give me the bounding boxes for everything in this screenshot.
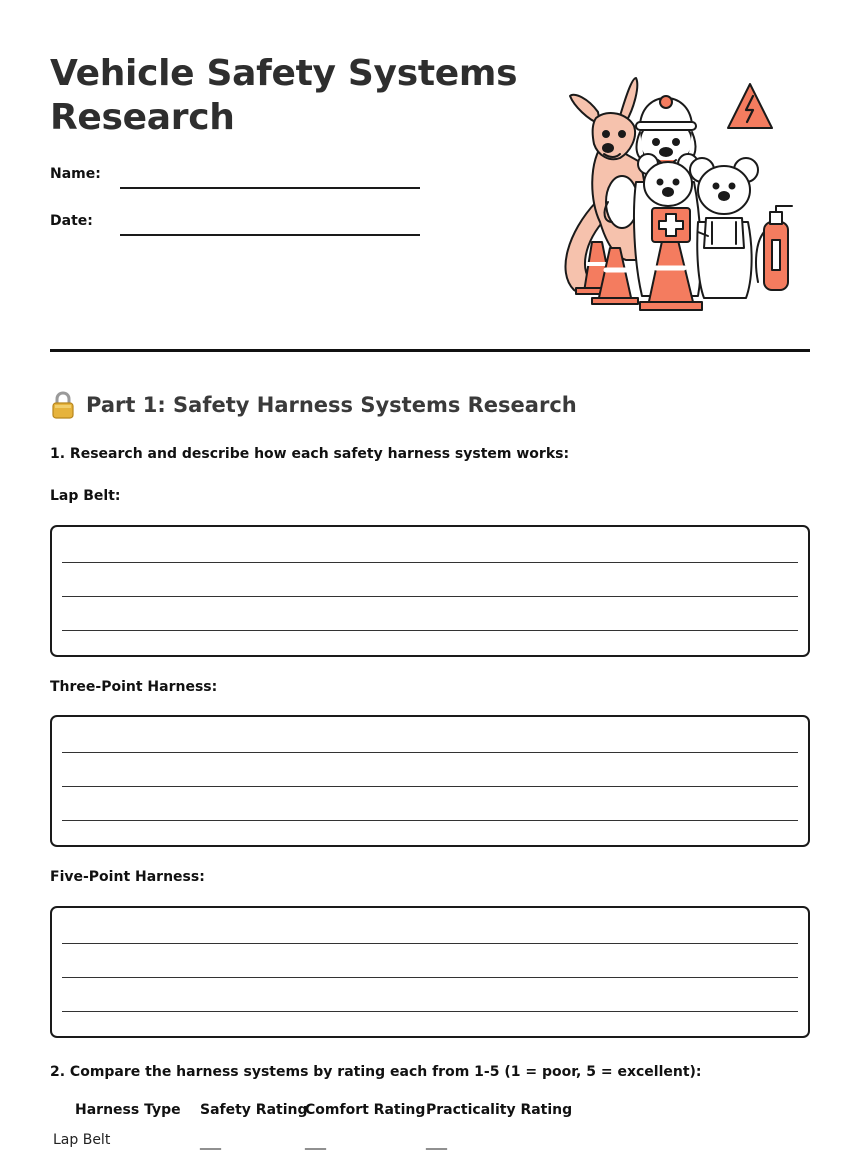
header-divider	[50, 349, 810, 352]
safety-rating-blank[interactable]: ___	[200, 1134, 221, 1150]
writing-line	[62, 977, 798, 978]
date-line[interactable]	[120, 234, 420, 236]
date-label: Date:	[50, 213, 93, 229]
writing-line	[62, 596, 798, 597]
header-comfort-rating: Comfort Rating	[305, 1102, 426, 1118]
three-point-harness-label: Three-Point Harness:	[50, 679, 218, 695]
header-practicality-rating: Practicality Rating	[426, 1102, 573, 1118]
writing-line	[62, 630, 798, 631]
lap-belt-label: Lap Belt:	[50, 488, 121, 504]
three-point-harness-answer-box[interactable]	[50, 715, 810, 847]
section-title: Part 1: Safety Harness Systems Research	[86, 393, 577, 417]
name-field[interactable]	[50, 163, 420, 193]
rating-row-lap-belt: Lap Belt	[53, 1132, 111, 1148]
five-point-harness-answer-box[interactable]	[50, 906, 810, 1038]
writing-line	[62, 562, 798, 563]
safety-mascots-illustration	[548, 72, 810, 316]
writing-line	[62, 786, 798, 787]
question-2: 2. Compare the harness systems by rating each from 1-5 (1 = poor, 5 = excellent):	[50, 1064, 702, 1080]
writing-line	[62, 1011, 798, 1012]
lap-belt-answer-box[interactable]	[50, 525, 810, 657]
practicality-rating-blank[interactable]: ___	[426, 1134, 447, 1150]
writing-line	[62, 943, 798, 944]
writing-line	[62, 820, 798, 821]
writing-line	[62, 752, 798, 753]
header-safety-rating: Safety Rating	[200, 1102, 308, 1118]
name-label: Name:	[50, 166, 101, 182]
question-1: 1. Research and describe how each safety harness system works:	[50, 446, 570, 462]
page-title: Vehicle Safety Systems Research	[50, 53, 518, 138]
comfort-rating-blank[interactable]: ___	[305, 1134, 326, 1150]
date-field[interactable]	[50, 210, 420, 240]
lock-icon	[50, 391, 76, 419]
section-heading	[50, 390, 577, 420]
header-harness-type: Harness Type	[75, 1102, 181, 1118]
five-point-harness-label: Five-Point Harness:	[50, 869, 205, 885]
name-line[interactable]	[120, 187, 420, 189]
